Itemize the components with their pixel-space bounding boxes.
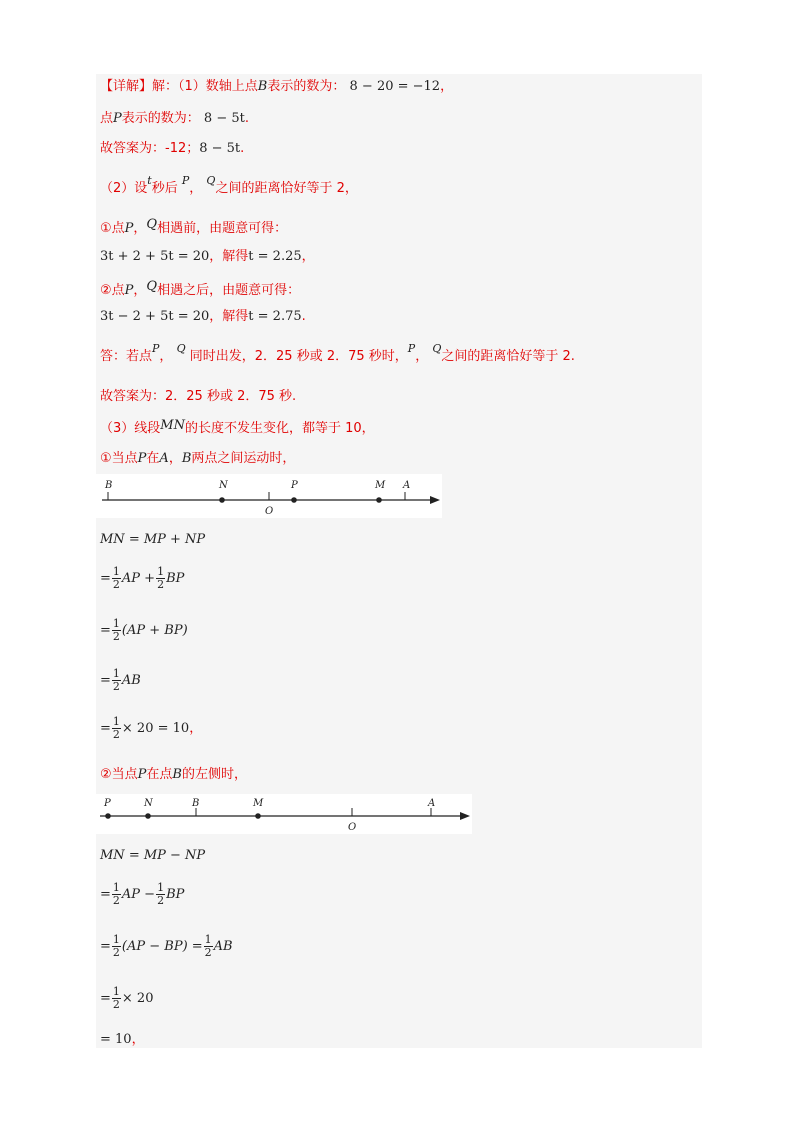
- line-5: ①点P，Q相遇前，由题意可得：: [100, 217, 288, 236]
- fraction: $\frac{1}{2}$: [112, 985, 120, 1011]
- fraction: $\frac{1}{2}$: [112, 933, 120, 959]
- point-p: [291, 497, 297, 503]
- case2-eq-4: = $\frac{1}{2}$ × 20: [100, 985, 154, 1011]
- line-1: 【详解】解：（1）数轴上点B表示的数为： 8 − 20 = −12，: [100, 79, 454, 94]
- case2-eq-3: = $\frac{1}{2}$ (AP − BP) = $\frac{1}{2}$ AB: [100, 933, 233, 959]
- label-o: O: [265, 506, 274, 517]
- line-9: 答：若点$^P$， $^Q$ 同时出发，2．25 秒或 2．75 秒时，$^P$， $^Q$之间的距离恰好等于 2.: [100, 342, 575, 364]
- label-p: P: [291, 480, 298, 491]
- equation: 8 − 20 = −12: [349, 79, 441, 94]
- line-3: 故答案为：-12；8 − 5t.: [100, 141, 245, 156]
- fraction: $\frac{1}{2}$: [157, 881, 165, 907]
- case1-eq-4: = $\frac{1}{2}$ AB: [100, 667, 141, 693]
- fraction: $\frac{1}{2}$: [112, 617, 120, 643]
- case1-eq-2: = $\frac{1}{2}$ AP + $\frac{1}{2}$ BP: [100, 565, 185, 591]
- fraction: $\frac{1}{2}$: [112, 715, 120, 741]
- label-n: N: [219, 480, 228, 491]
- line-2: 点P表示的数为： 8 − 5t.: [100, 111, 249, 126]
- point-p: [105, 813, 111, 819]
- case1-eq-3: = $\frac{1}{2}$ (AP + BP): [100, 617, 188, 643]
- line-8: 3t − 2 + 5t = 20，解得t = 2.75.: [100, 309, 306, 324]
- label-n: N: [144, 798, 153, 809]
- fraction: $\frac{1}{2}$: [204, 933, 212, 959]
- line-11: （3）线段MN的长度不发生变化，都等于 10，: [100, 418, 375, 436]
- case2-eq-2: = $\frac{1}{2}$ AP − $\frac{1}{2}$ BP: [100, 881, 185, 907]
- case1-eq-1: MN = MP + NP: [100, 532, 206, 547]
- line-6: 3t + 2 + 5t = 20，解得t = 2.25，: [100, 249, 315, 264]
- detail-tag: 【详解】: [100, 79, 153, 94]
- label-b: B: [192, 798, 200, 809]
- label-a: A: [428, 798, 436, 809]
- point-m: [376, 497, 382, 503]
- line-12: ①当点P在A，B两点之间运动时，: [100, 451, 296, 466]
- case2-eq-1: MN = MP − NP: [100, 848, 206, 863]
- point-n: [219, 497, 225, 503]
- number-line-2: [96, 794, 472, 834]
- label-o: O: [348, 822, 357, 833]
- number-line-1: [96, 474, 442, 518]
- label-m: M: [375, 480, 386, 491]
- line-7: ②点P，Q相遇之后，由题意可得：: [100, 279, 301, 298]
- fraction: $\frac{1}{2}$: [112, 667, 120, 693]
- fraction: $\frac{1}{2}$: [112, 881, 120, 907]
- line-4: （2）设$^t$秒后 $^P$， $^Q$之间的距离恰好等于 2，: [100, 174, 358, 196]
- label-a: A: [403, 480, 411, 491]
- point-n: [145, 813, 151, 819]
- line-10: 故答案为：2．25 秒或 2．75 秒.: [100, 389, 297, 404]
- fraction: $\frac{1}{2}$: [112, 565, 120, 591]
- label-p: P: [104, 798, 111, 809]
- case2-eq-5: = 10，: [100, 1032, 145, 1047]
- line-13: ②当点P在点B的左侧时，: [100, 767, 247, 782]
- case1-eq-5: = $\frac{1}{2}$ × 20 = 10，: [100, 715, 203, 741]
- label-m: M: [253, 798, 264, 809]
- point-m: [255, 813, 261, 819]
- label-b: B: [105, 480, 113, 491]
- fraction: $\frac{1}{2}$: [157, 565, 165, 591]
